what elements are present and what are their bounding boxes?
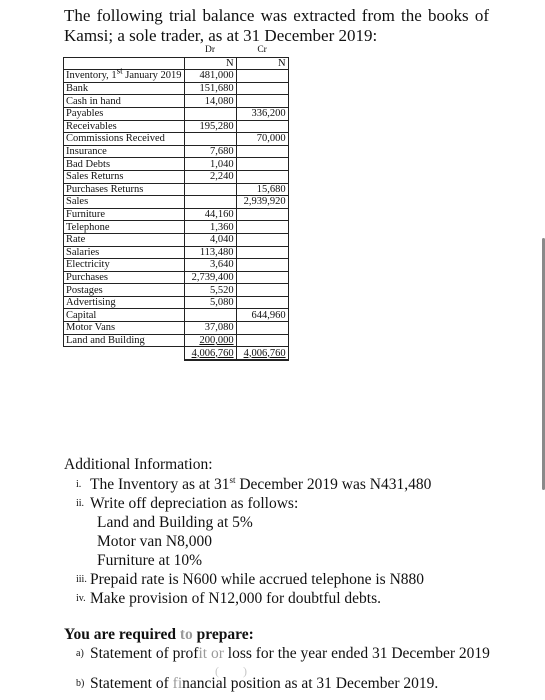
requirements-heading: You are required to prepare: (64, 626, 254, 643)
table-row (64, 271, 289, 284)
debit-amount: 113,480 (184, 246, 236, 259)
additional-heading: Additional Information: (64, 456, 213, 473)
cr-header: Cr (257, 45, 267, 56)
intro-text: The following trial balance was extracted from the books of Kamsi; a sole trader, as at 31 December 2019: (64, 6, 489, 45)
account-name: Advertising (64, 296, 185, 309)
debit-amount: 200,000 (184, 334, 236, 347)
list-item: i. The Inventory as at 31st December 2019 was N431,480 (76, 474, 432, 493)
account-name: Receivables (64, 120, 185, 133)
credit-amount (236, 70, 288, 83)
trial-balance-table (63, 45, 289, 361)
list-item: iv. Make provision of N12,000 for doubtful debts. (76, 590, 382, 607)
debit-amount: 14,080 (184, 95, 236, 108)
credit-amount: 2,939,920 (236, 196, 288, 209)
table-row (64, 133, 289, 146)
totals-row (64, 347, 289, 360)
total-credit: 4,006,760 (236, 347, 288, 360)
credit-amount (236, 158, 288, 171)
account-name: Electricity (64, 259, 185, 272)
debit-amount: 44,160 (184, 208, 236, 221)
debit-amount: 3,640 (184, 259, 236, 272)
credit-amount (236, 259, 288, 272)
watermark-mark: ( ) (215, 664, 247, 678)
account-name: Motor Vans (64, 322, 185, 335)
table-row (64, 284, 289, 297)
credit-amount (236, 334, 288, 347)
account-name: Capital (64, 309, 185, 322)
table-header-row (64, 45, 289, 57)
credit-amount: 15,680 (236, 183, 288, 196)
debit-amount: 151,680 (184, 82, 236, 95)
account-name: Salaries (64, 246, 185, 259)
credit-amount (236, 221, 288, 234)
credit-amount: 644,960 (236, 309, 288, 322)
debit-amount (184, 133, 236, 146)
credit-amount: 336,200 (236, 107, 288, 120)
cr-currency: N (236, 57, 288, 70)
dr-currency: N (184, 57, 236, 70)
account-name: Furniture (64, 208, 185, 221)
credit-amount (236, 296, 288, 309)
table-row (64, 233, 289, 246)
debit-amount: 4,040 (184, 233, 236, 246)
table-row (64, 145, 289, 158)
debit-amount: 1,040 (184, 158, 236, 171)
credit-amount: 70,000 (236, 133, 288, 146)
account-name: Bank (64, 82, 185, 95)
debit-amount: 5,520 (184, 284, 236, 297)
table-row (64, 170, 289, 183)
table-row (64, 296, 289, 309)
credit-amount (236, 271, 288, 284)
account-name: Bad Debts (64, 158, 185, 171)
account-name: Telephone (64, 221, 185, 234)
credit-amount (236, 82, 288, 95)
account-name: Rate (64, 233, 185, 246)
list-item: ii. Write off depreciation as follows: (76, 495, 299, 512)
table-row (64, 322, 289, 335)
list-item: iii. Prepaid rate is N600 while accrued telephone is N880 (76, 571, 425, 588)
credit-amount (236, 120, 288, 133)
table-row (64, 208, 289, 221)
debit-amount: 5,080 (184, 296, 236, 309)
debit-amount: 7,680 (184, 145, 236, 158)
debit-amount (184, 183, 236, 196)
table-row (64, 70, 289, 83)
total-debit: 4,006,760 (184, 347, 236, 360)
debit-amount (184, 309, 236, 322)
credit-amount (236, 233, 288, 246)
debit-amount: 2,240 (184, 170, 236, 183)
debit-amount: 195,280 (184, 120, 236, 133)
table-row (64, 334, 289, 347)
requirement-b: b) Statement of financial position as at 31 December 2019. (76, 675, 439, 692)
debit-amount (184, 107, 236, 120)
table-row (64, 158, 289, 171)
table-row (64, 246, 289, 259)
account-name: Commissions Received (64, 133, 185, 146)
sub-item: Land and Building at 5% (97, 514, 253, 531)
table-row (64, 196, 289, 209)
additional-information (64, 455, 431, 608)
currency-row (64, 57, 289, 70)
sub-item: Motor van N8,000 (97, 533, 212, 550)
debit-amount: 2,739,400 (184, 271, 236, 284)
account-name: Purchases Returns (64, 183, 185, 196)
depreciation-sublist (64, 513, 431, 570)
debit-amount: 37,080 (184, 322, 236, 335)
account-name: Insurance (64, 145, 185, 158)
credit-amount (236, 284, 288, 297)
account-name: Payables (64, 107, 185, 120)
table-row (64, 95, 289, 108)
table-row (64, 259, 289, 272)
credit-amount (236, 170, 288, 183)
debit-amount (184, 196, 236, 209)
table-row (64, 183, 289, 196)
account-name: Postages (64, 284, 185, 297)
account-name: Land and Building (64, 334, 185, 347)
dr-header: Dr (205, 45, 216, 56)
credit-amount (236, 145, 288, 158)
account-name: Purchases (64, 271, 185, 284)
table-row (64, 309, 289, 322)
table-row (64, 82, 289, 95)
account-name: Sales Returns (64, 170, 185, 183)
credit-amount (236, 95, 288, 108)
sub-item: Furniture at 10% (97, 552, 203, 569)
requirement-a: a) Statement of profit or loss for the year ended 31 December 2019 (76, 645, 490, 662)
debit-amount: 481,000 (184, 70, 236, 83)
account-name: Cash in hand (64, 95, 185, 108)
table-row (64, 221, 289, 234)
account-name: Sales (64, 196, 185, 209)
credit-amount (236, 322, 288, 335)
credit-amount (236, 208, 288, 221)
debit-amount: 1,360 (184, 221, 236, 234)
requirements (64, 625, 494, 693)
credit-amount (236, 246, 288, 259)
account-name: Inventory, 1st January 2019 (64, 70, 185, 83)
table-row (64, 107, 289, 120)
table-row (64, 120, 289, 133)
